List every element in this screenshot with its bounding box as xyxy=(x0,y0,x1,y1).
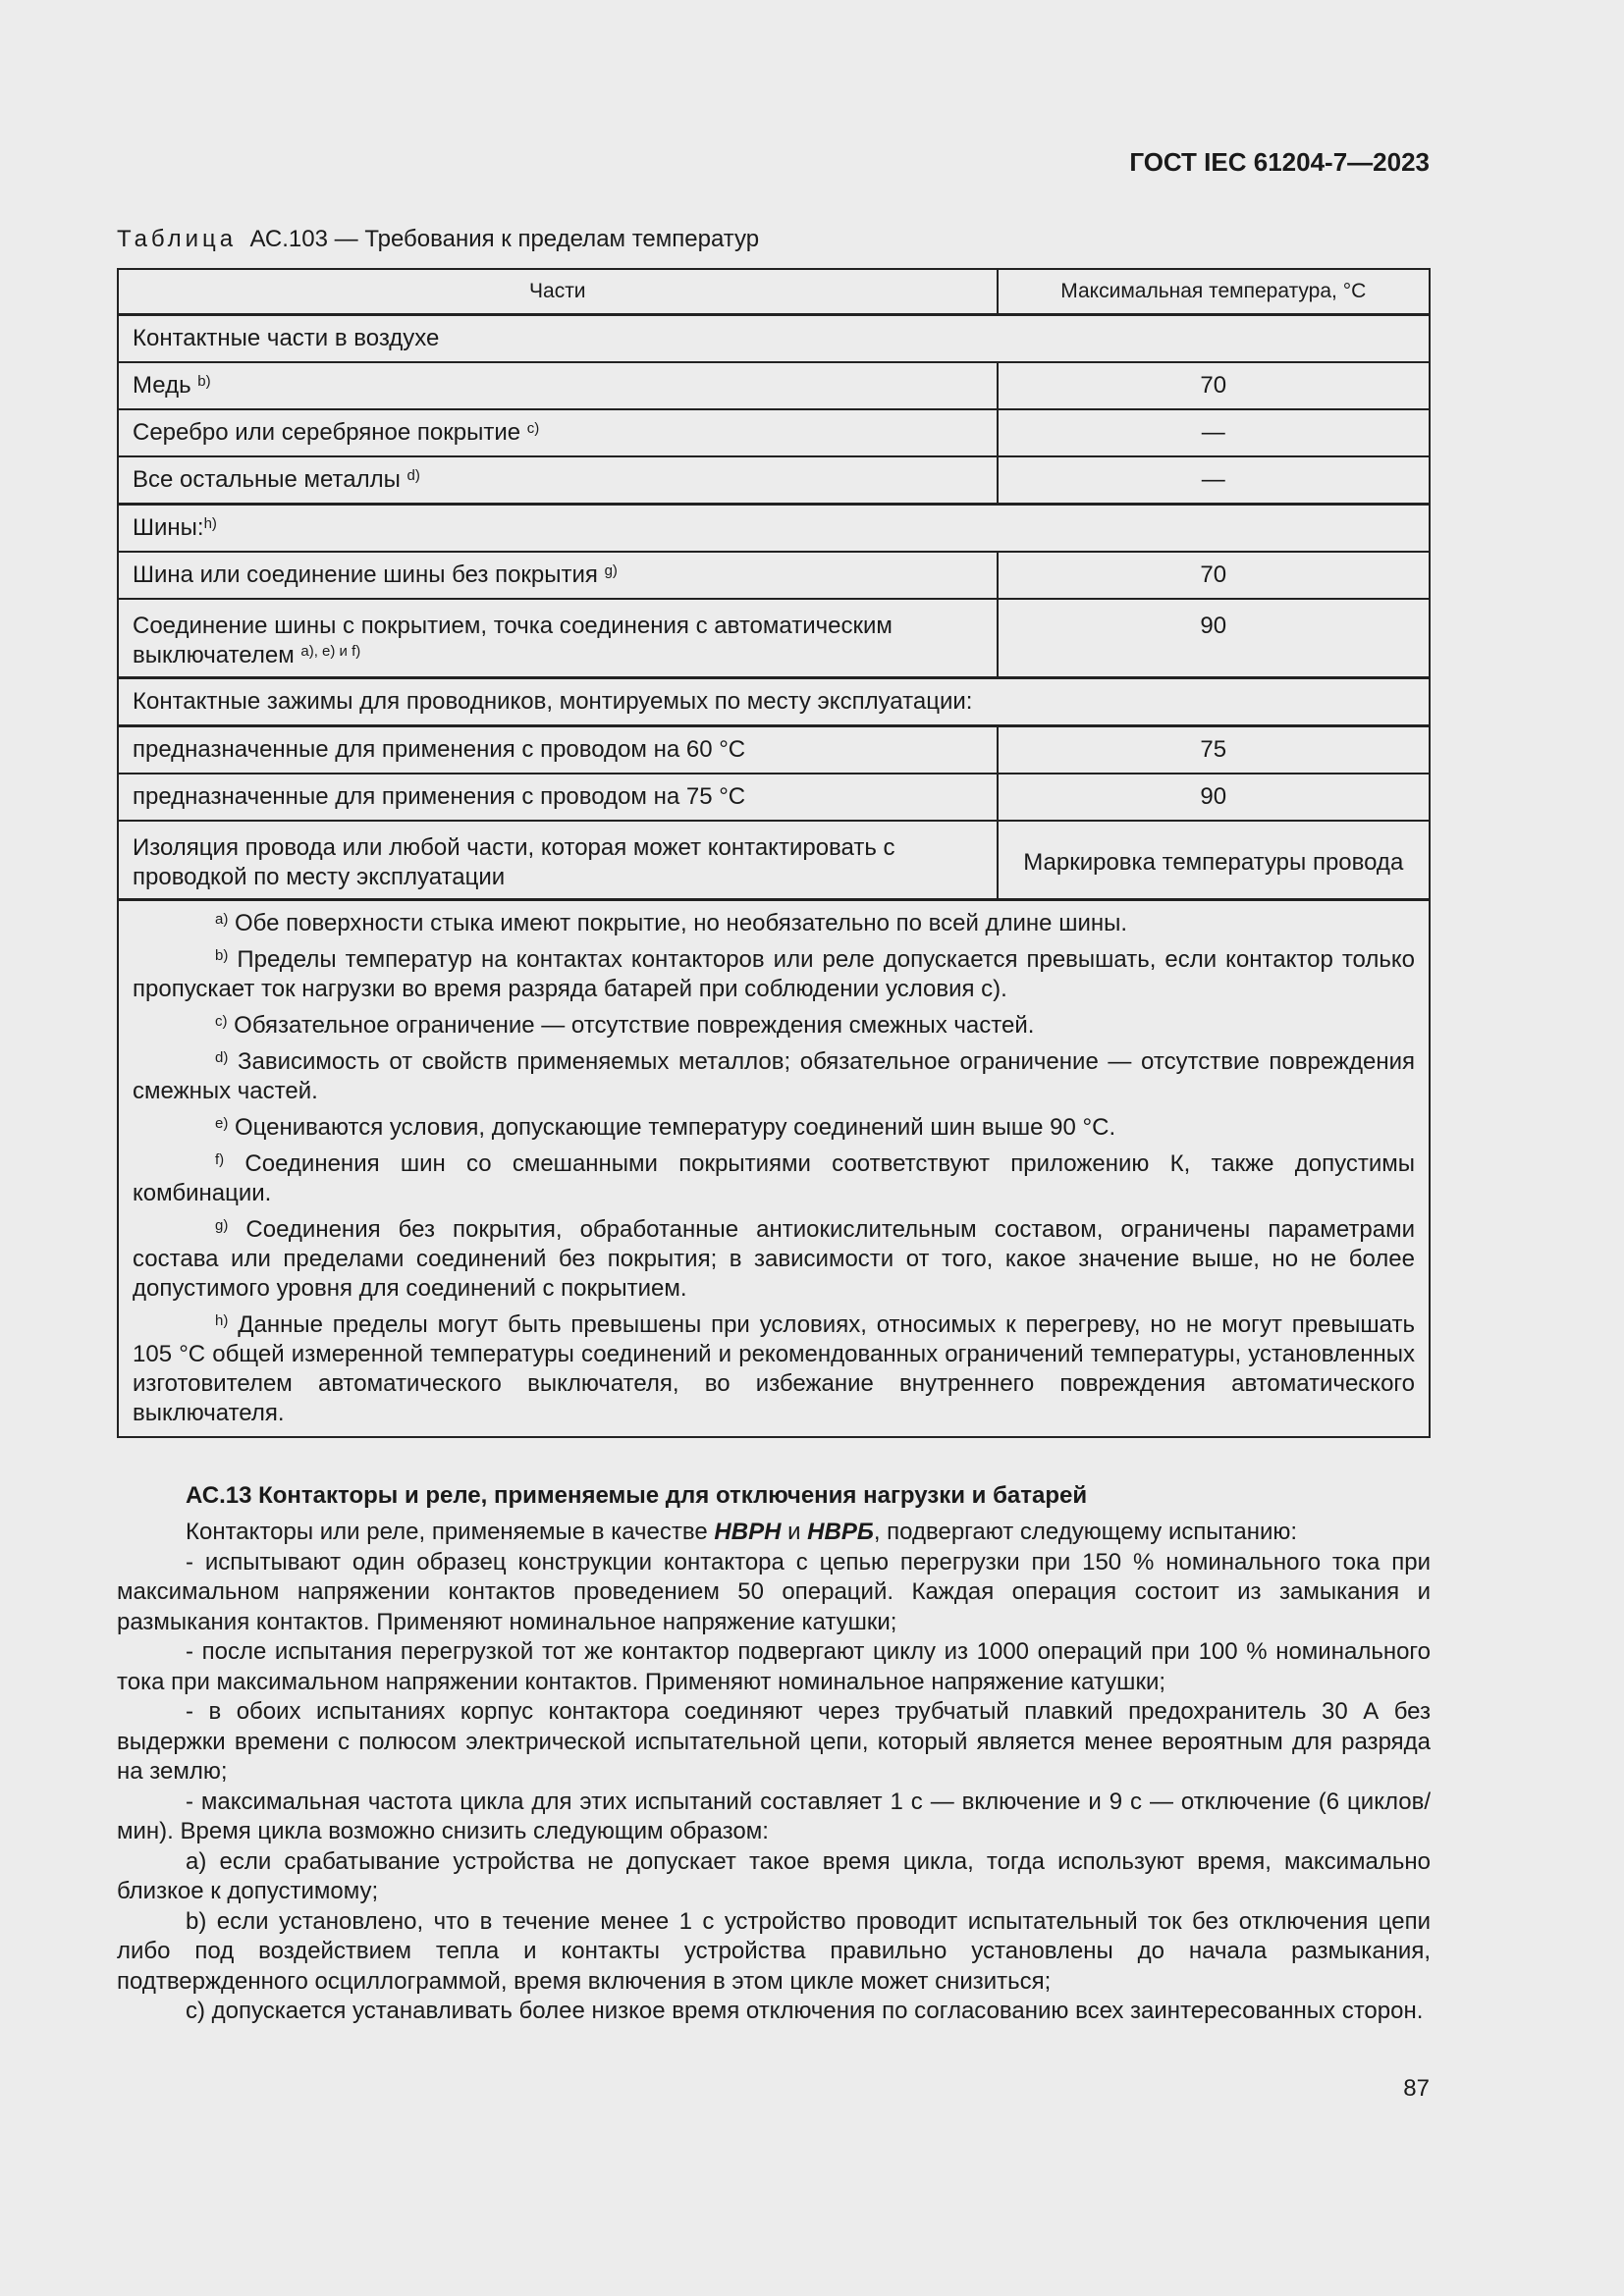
row-value: 70 xyxy=(998,362,1430,409)
table-group-row xyxy=(118,678,1430,726)
column-header-parts: Части xyxy=(118,269,998,315)
section-paragraph: - максимальная частота цикла для этих испытаний составляет 1 с — включение и 9 с — отключение (6 циклов/мин). Время цикла возможно снизить следующим образом: xyxy=(117,1788,1431,1844)
row-value: 90 xyxy=(998,599,1430,678)
footnote-ref: g) xyxy=(604,562,618,579)
table-note: $^{g)}$ Соединения без покрытия, обработанные антиокислительным составом, ограничены параметрами состава или пределами соединений без покрытия; в зависимости от того, какое значение выше, но не более допустимого уровня для соединений с покрытием. xyxy=(133,1216,1416,1302)
section-paragraph: - в обоих испытаниях корпус контактора соединяют через трубчатый плавкий предохранитель 30 А без выдержки времени с полюсом электрической испытательной цепи, который является менее вероятным для разряда на землю; xyxy=(117,1698,1431,1785)
table-note: $^{b)}$ Пределы температур на контактах контакторов или реле допускается превышать, если контактор только пропускает ток нагрузки во время разряда батарей при соблюдении условия с). xyxy=(133,946,1415,1002)
page-number: 87 xyxy=(1403,2075,1430,2102)
row-label: Соединение шины с покрытием, точка соединения с автоматическим выключателем xyxy=(133,613,893,668)
table-note: $^{c)}$ Обязательное ограничение — отсутствие повреждения смежных частей. xyxy=(215,1012,1035,1039)
table-caption-text: АС.103 — Требования к пределам температур xyxy=(249,226,760,252)
table-row xyxy=(118,409,1430,456)
section-heading: АС.13 Контакторы и реле, применяемые для отключения нагрузки и батарей xyxy=(186,1482,1088,1509)
row-label: Серебро или серебряное покрытие xyxy=(133,419,521,446)
table-group-row xyxy=(118,505,1430,553)
table-caption xyxy=(117,226,759,253)
row-value: — xyxy=(998,456,1430,505)
section-paragraph: a) если срабатывание устройства не допускает такое время цикла, тогда используют время, максимально близкое к допустимому; xyxy=(117,1847,1431,1904)
footnote-ref: a), e) и f) xyxy=(300,643,361,660)
table-group-row xyxy=(118,315,1430,363)
row-value: 70 xyxy=(998,552,1430,599)
section-body xyxy=(117,1481,1431,2027)
section-paragraph: c) допускается устанавливать более низкое время отключения по согласованию всех заинтересованных сторон. xyxy=(186,1998,1424,2024)
section-paragraph: - после испытания перегрузкой тот же контактор подвергают циклу из 1000 операций при 100 % номинального тока при максимальном напряжении контактов. Применяют номинальное напряжение катушки; xyxy=(117,1638,1431,1695)
row-label: Все остальные металлы xyxy=(133,466,401,493)
table-row xyxy=(118,726,1430,774)
table-row xyxy=(118,774,1430,821)
row-value: 75 xyxy=(998,726,1430,774)
row-value: Маркировка температуры провода xyxy=(998,821,1430,900)
table-row xyxy=(118,821,1430,900)
table-note: $^{f)}$ Соединения шин со смешанными покрытиями соответствуют приложению К, также допустимы комбинации. xyxy=(133,1150,1415,1206)
term-nvrn: НВРН xyxy=(714,1519,782,1545)
temperature-limits-table xyxy=(117,268,1431,1438)
table-header-row xyxy=(118,269,1430,315)
row-label: Медь xyxy=(133,372,191,399)
document-id: ГОСТ IEC 61204-7—2023 xyxy=(1129,147,1430,177)
section-intro: Контакторы или реле, применяемые в качестве НВРН и НВРБ, подвергают следующему испытанию: xyxy=(186,1519,1298,1545)
table-notes-row xyxy=(118,900,1430,1438)
table-note: $^{a)}$ Обе поверхности стыка имеют покрытие, но необязательно по всей длине шины. xyxy=(215,910,1128,936)
row-value: — xyxy=(998,409,1430,456)
table-note: $^{h)}$ Данные пределы могут быть превышены при условиях, относимых к перегреву, но не могут превышать 105 °С общей измеренной температуры соединений и рекомендованных ограничений температуры, установленных изготовителем автоматического выключателя, во избежание внутреннего повреждения автоматического выключателя. xyxy=(133,1311,1416,1426)
table-row xyxy=(118,599,1430,678)
row-label: Изоляция провода или любой части, которая может контактировать с проводкой по месту эксплуатации xyxy=(118,821,998,900)
section-paragraph: b) если установлено, что в течение менее 1 с устройство проводит испытательный ток без отключения цепи либо под воздействием тепла и контакты устройства правильно установлены до начала размыкания, подтвержденного осциллограммой, время включения в этом цикле может снизиться; xyxy=(117,1907,1431,1995)
table-row xyxy=(118,456,1430,505)
table-note: $^{e)}$ Оцениваются условия, допускающие температуру соединений шин выше 90 °С. xyxy=(215,1114,1116,1141)
footnote-ref: c) xyxy=(526,420,540,437)
row-value: 90 xyxy=(998,774,1430,821)
section-paragraph: - испытывают один образец конструкции контактора с цепью перегрузки при 150 % номинального тока при максимальном напряжении контактов проведением 50 операций. Каждая операция состоит из замыкания и размыкания контактов. Применяют номинальное напряжение катушки; xyxy=(117,1548,1431,1635)
column-header-max-temp: Максимальная температура, °С xyxy=(998,269,1430,315)
row-label: предназначенные для применения с проводом на 75 °С xyxy=(118,774,998,821)
table-note: $^{d)}$ Зависимость от свойств применяемых металлов; обязательное ограничение — отсутствие повреждения смежных частей. xyxy=(133,1048,1415,1104)
row-label: Контактные зажимы для проводников, монтируемых по месту эксплуатации: xyxy=(133,688,973,715)
table-caption-prefix: Таблица xyxy=(117,226,238,252)
footnote-ref: d) xyxy=(406,467,420,484)
table-notes xyxy=(118,900,1430,1438)
footnote-ref: h) xyxy=(203,515,217,532)
table-row xyxy=(118,552,1430,599)
row-label: Контактные части в воздухе xyxy=(133,325,440,351)
row-label: Шина или соединение шины без покрытия xyxy=(133,561,598,588)
row-label: Шины: xyxy=(133,514,204,541)
footnote-ref: b) xyxy=(197,373,211,390)
table-row xyxy=(118,362,1430,409)
row-label: предназначенные для применения с проводом на 60 °С xyxy=(118,726,998,774)
term-nvrb: НВРБ xyxy=(807,1519,874,1545)
